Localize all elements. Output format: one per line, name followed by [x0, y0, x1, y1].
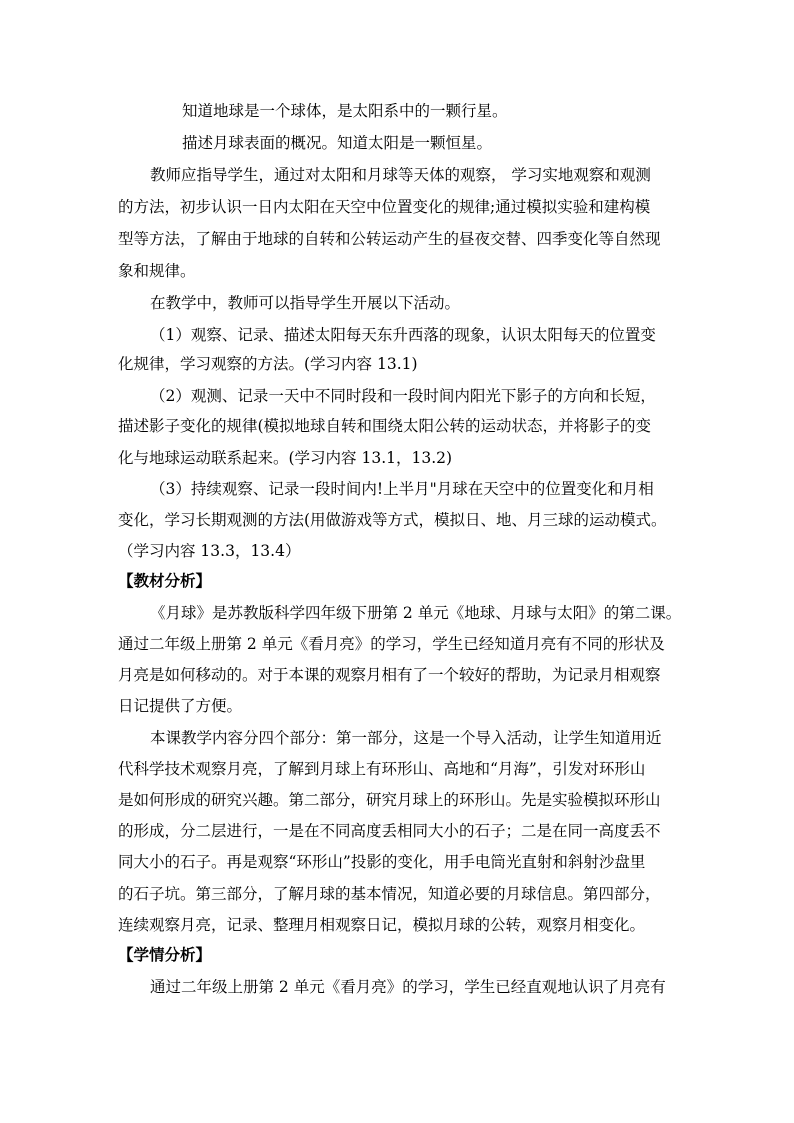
text-line: 《月球》是苏教版科学四年级下册第 2 单元《地球、月球与太阳》的第二课。: [150, 604, 682, 622]
text-line: 月亮是如何移动的。对于本课的观察月相有了一个较好的帮助，为记录月相观察: [118, 666, 661, 684]
text-line: 是如何形成的研究兴趣。第二部分，研究月球上的环形山。先是实验模拟环形山: [118, 791, 661, 809]
text-line: 教师应指导学生，通过对太阳和月球等天体的观察， 学习实地观察和观测: [150, 166, 651, 184]
text-line: 化与地球运动联系起来。(学习内容 13.1，13.2): [118, 449, 453, 467]
text-line: 的石子坑。第三部分，了解月球的基本情况，知道必要的月球信息。第四部分，: [118, 885, 661, 903]
text-line: 的方法，初步认识一日内太阳在天空中位置变化的规律;通过模拟实验和建构模: [118, 198, 651, 216]
text-line: （3）持续观察、记录一段时间内!上半月"月球在天空中的位置变化和月相: [150, 480, 654, 498]
text-line: （1）观察、记录、描述太阳每天东升西落的现象，认识太阳每天的位置变: [150, 326, 656, 344]
text-line: 变化，学习长期观测的方法(用做游戏等方式，模拟日、地、月三球的运动模式。: [118, 511, 667, 529]
text-line: 型等方法，了解由于地球的自转和公转运动产生的昼夜交替、四季变化等自然现: [118, 230, 661, 248]
text-line: 描述月球表面的概况。知道太阳是一颗恒星。: [182, 134, 493, 152]
text-line: 的形成，分二层进行，一是在不同高度丢相同大小的石子；二是在同一高度丢不: [118, 822, 661, 840]
text-line: 知道地球是一个球体，是太阳系中的一颗行星。: [182, 102, 508, 120]
text-line: （2）观测、记录一天中不同时段和一段时间内阳光下影子的方向和长短，: [150, 387, 656, 405]
text-line: 同大小的石子。再是观察“环形山”投影的变化，用手电筒光直射和斜射沙盘里: [118, 853, 646, 871]
text-line: 连续观察月亮，记录、整理月相观察日记，模拟月球的公转，观察月相变化。: [118, 916, 646, 934]
text-line: 在教学中，教师可以指导学生开展以下活动。: [150, 294, 461, 312]
text-line: 日记提供了方便。: [118, 697, 243, 715]
text-line: 通过二年级上册第 2 单元《看月亮》的学习，学生已经知道月亮有不同的形状及: [118, 635, 665, 653]
text-line: 象和规律。: [118, 262, 196, 280]
text-line: 本课教学内容分四个部分：第一部分，这是一个导入活动，让学生知道用近: [150, 729, 662, 747]
section-heading: 【教材分析】: [118, 571, 212, 590]
text-line: 通过二年级上册第 2 单元《看月亮》的学习，学生已经直观地认识了月亮有: [150, 978, 666, 996]
text-line: （学习内容 13.3，13.4）: [118, 542, 301, 560]
section-heading: 【学情分析】: [118, 945, 212, 964]
text-line: 化规律，学习观察的方法。(学习内容 13.1): [118, 355, 418, 373]
text-line: 描述影子变化的规律(模拟地球自转和围绕太阳公转的运动状态，并将影子的变: [118, 417, 652, 435]
text-line: 代科学技术观察月亮，了解到月球上有环形山、高地和“月海”，引发对环形山: [118, 760, 646, 778]
